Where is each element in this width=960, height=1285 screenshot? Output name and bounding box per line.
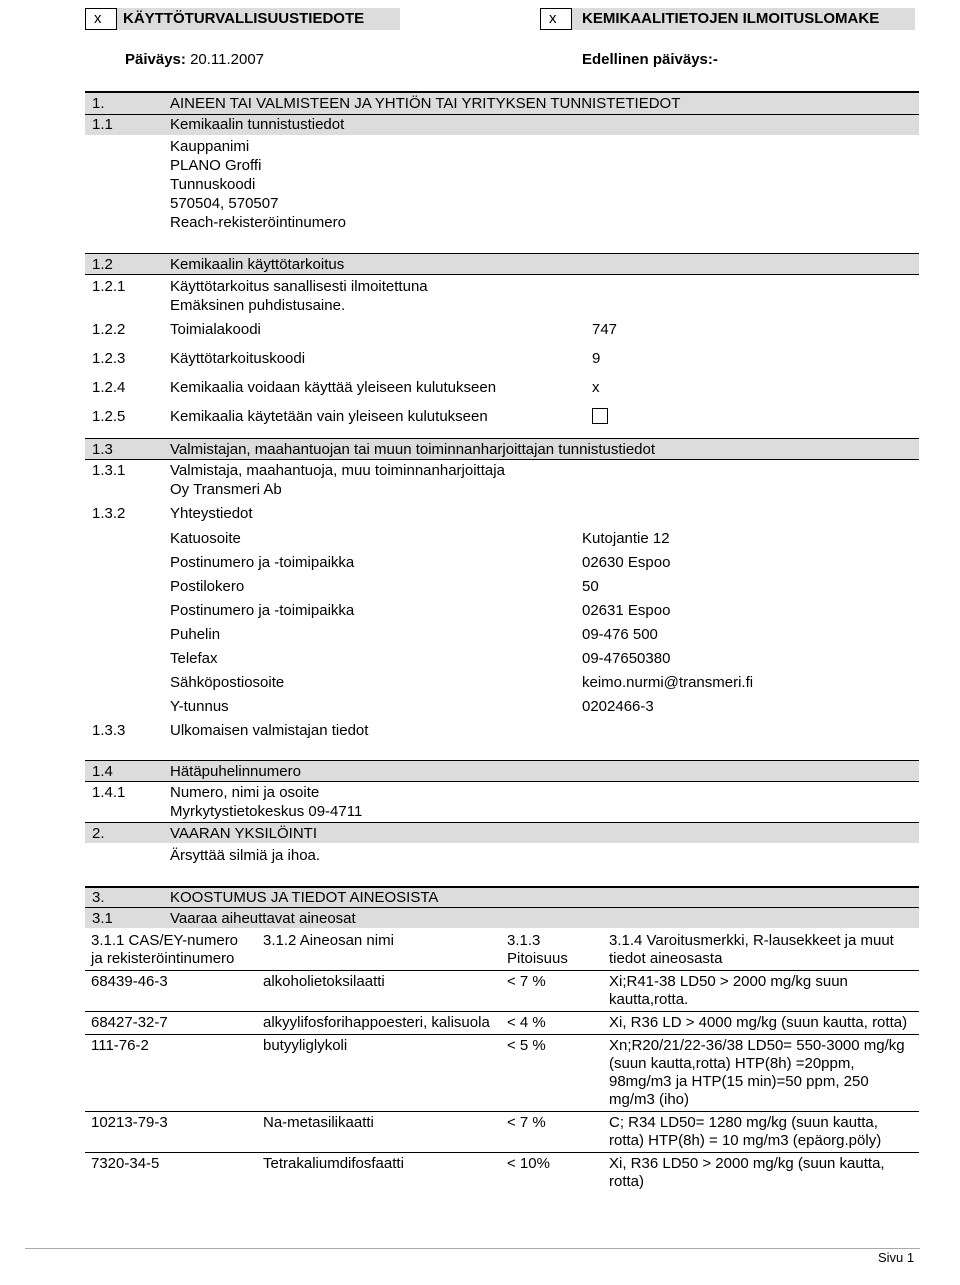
section-1-2-1-num: 1.2.1 [92,278,126,295]
info-cell: Xi;R41-38 LD50 > 2000 mg/kg suun kautta,rotta. [603,971,919,1012]
page-number: Sivu 1 [878,1250,915,1265]
section-1-2-4-value: x [592,379,600,396]
section-1-2-3-title: Käyttötarkoituskoodi [170,350,306,367]
section-1-4-title: Hätäpuhelinnumero [170,763,301,780]
section-3-1-num: 3.1 [92,910,113,927]
trade-name: PLANO Groffi [170,157,262,174]
section-1-4-1-title: Numero, nimi ja osoite [170,784,320,801]
section-3-title: KOOSTUMUS JA TIEDOT AINEOSISTA [170,889,439,906]
table-row [85,1153,919,1194]
previous-date: Edellinen päiväys:- [582,51,718,68]
contact-label: Postilokero [170,578,245,595]
section-1-num: 1. [92,95,105,112]
column-header [501,930,603,971]
table-row [85,1012,919,1035]
table-header-row [85,930,919,971]
info-cell: Xi, R36 LD50 > 2000 mg/kg (suun kautta, rotta) [603,1153,919,1194]
section-1-3-1-num: 1.3.1 [92,462,126,479]
date [125,51,264,68]
header-box-1-mark: x [85,8,117,30]
reach-label: Reach-rekisteröintinumero [170,214,346,231]
header-box-2-mark: x [540,8,572,30]
cas-cell: 111-76-2 [85,1035,257,1112]
section-1-3-title: Valmistajan, maahantuojan tai muun toiminnanharjoittajan tunnistustiedot [170,441,656,458]
contact-value: 09-476 500 [582,626,658,643]
info-cell: Xi, R36 LD > 4000 mg/kg (suun kautta, rotta) [603,1012,919,1035]
cas-cell: 68427-32-7 [85,1012,257,1035]
column-header [603,930,919,971]
section-1-4-num: 1.4 [92,763,113,780]
date-value: 20.11.2007 [190,51,265,68]
concentration-cell: < 4 % [501,1012,603,1035]
divider [85,459,919,460]
section-2-num: 2. [92,825,105,842]
concentration-cell: < 7 % [501,1112,603,1153]
contact-value: Kutojantie 12 [582,530,670,547]
id-code: 570504, 570507 [170,195,279,212]
info-cell: Xn;R20/21/22-36/38 LD50= 550-3000 mg/kg (suun kautta,rotta) HTP(8h) =20ppm, 98mg/m3 ja HTP(15 min)=50 ppm, 250 mg/m3 (iho) [603,1035,919,1112]
column-header [257,930,501,971]
contact-value: 02630 Espoo [582,554,671,571]
section-1-2-1-title: Käyttötarkoitus sanallisesti ilmoitettuna [170,278,428,295]
contact-value: 0202466-3 [582,698,654,715]
section-1-1-num: 1.1 [92,116,113,133]
section-1-2-5-checkbox[interactable] [592,408,608,424]
header-box-2-title: KEMIKAALITIETOJEN ILMOITUSLOMAKE [582,10,880,27]
id-code-label: Tunnuskoodi [170,176,256,193]
contact-value: 50 [582,578,599,595]
section-1-3-3-title: Ulkomaisen valmistajan tiedot [170,722,369,739]
name-cell: butyyliglykoli [257,1035,501,1112]
section-1-3-num: 1.3 [92,441,113,458]
column-header-text: 3.1.4 Varoitusmerkki, R-lausekkeet ja muut tiedot aineosasta [609,932,894,967]
section-1-3-3-num: 1.3.3 [92,722,126,739]
contact-label: Sähköpostiosoite [170,674,285,691]
name-cell: Na-metasilikaatti [257,1112,501,1153]
section-1-2-2-num: 1.2.2 [92,321,126,338]
section-1-1-title: Kemikaalin tunnistustiedot [170,116,345,133]
contact-value: 02631 Espoo [582,602,671,619]
column-header-text: 3.1.2 Aineosan nimi [263,932,394,949]
info-cell: C; R34 LD50= 1280 mg/kg (suun kautta, rotta) HTP(8h) = 10 mg/m3 (epäorg.pöly) [603,1112,919,1153]
contact-label: Postinumero ja -toimipaikka [170,554,355,571]
section-1-title: AINEEN TAI VALMISTEEN JA YHTIÖN TAI YRITYKSEN TUNNISTETIEDOT [170,95,681,112]
section-1-4-1-num: 1.4.1 [92,784,126,801]
section-1-2-4-title: Kemikaalia voidaan käyttää yleiseen kulutukseen [170,379,497,396]
column-header-text: 3.1.1 CAS/EY-numero ja rekisteröintinumero [91,932,239,967]
header-box-1-title: KÄYTTÖTURVALLISUUSTIEDOTE [123,10,365,27]
divider [85,274,919,275]
section-1-2-2-value: 747 [592,321,618,338]
name-cell: Tetrakaliumdifosfaatti [257,1153,501,1194]
section-1-2-2-title: Toimialakoodi [170,321,261,338]
section-1-2-num: 1.2 [92,256,113,273]
footer-divider [25,1248,920,1249]
table-row [85,971,919,1012]
concentration-cell: < 10% [501,1153,603,1194]
section-2-title: VAARAN YKSILÖINTI [170,825,317,842]
section-1-2-3-num: 1.2.3 [92,350,126,367]
section-1-2-title: Kemikaalin käyttötarkoitus [170,256,345,273]
divider [85,781,919,782]
section-3-1-title: Vaaraa aiheuttavat aineosat [170,910,356,927]
contact-label: Postinumero ja -toimipaikka [170,602,355,619]
ingredients-table [85,930,919,1193]
contact-label: Telefax [170,650,218,667]
contact-value: keimo.nurmi@transmeri.fi [582,674,754,691]
date-label: Päiväys: [125,51,186,68]
section-1-4-1-value: Myrkytystietokeskus 09-4711 [170,803,363,820]
section-1-3-2-title: Yhteystiedot [170,505,253,522]
contact-label: Y-tunnus [170,698,229,715]
section-3-num: 3. [92,889,105,906]
section-1-2-3-value: 9 [592,350,601,367]
section-1-2-5-title: Kemikaalia käytetään vain yleiseen kulutukseen [170,408,488,425]
section-1-2-4-num: 1.2.4 [92,379,126,396]
table-row [85,1035,919,1112]
table-row [85,1112,919,1153]
concentration-cell: < 7 % [501,971,603,1012]
section-2-text: Ärsyttää silmiä ja ihoa. [170,847,321,864]
name-cell: alkoholietoksilaatti [257,971,501,1012]
name-cell: alkyylifosforihappoesteri, kalisuola [257,1012,501,1035]
trade-name-label: Kauppanimi [170,138,250,155]
cas-cell: 10213-79-3 [85,1112,257,1153]
section-1-3-1-value: Oy Transmeri Ab [170,481,282,498]
section-1-2-5-num: 1.2.5 [92,408,126,425]
contact-label: Katuosoite [170,530,241,547]
cas-cell: 68439-46-3 [85,971,257,1012]
column-header [85,930,257,971]
section-1-3-1-title: Valmistaja, maahantuoja, muu toiminnanharjoittaja [170,462,505,479]
contact-value: 09-47650380 [582,650,671,667]
cas-cell: 7320-34-5 [85,1153,257,1194]
concentration-cell: < 5 % [501,1035,603,1112]
contact-label: Puhelin [170,626,221,643]
section-1-3-2-num: 1.3.2 [92,505,126,522]
column-header-text: 3.1.3 Pitoisuus [507,932,568,967]
section-1-2-1-value: Emäksinen puhdistusaine. [170,297,346,314]
